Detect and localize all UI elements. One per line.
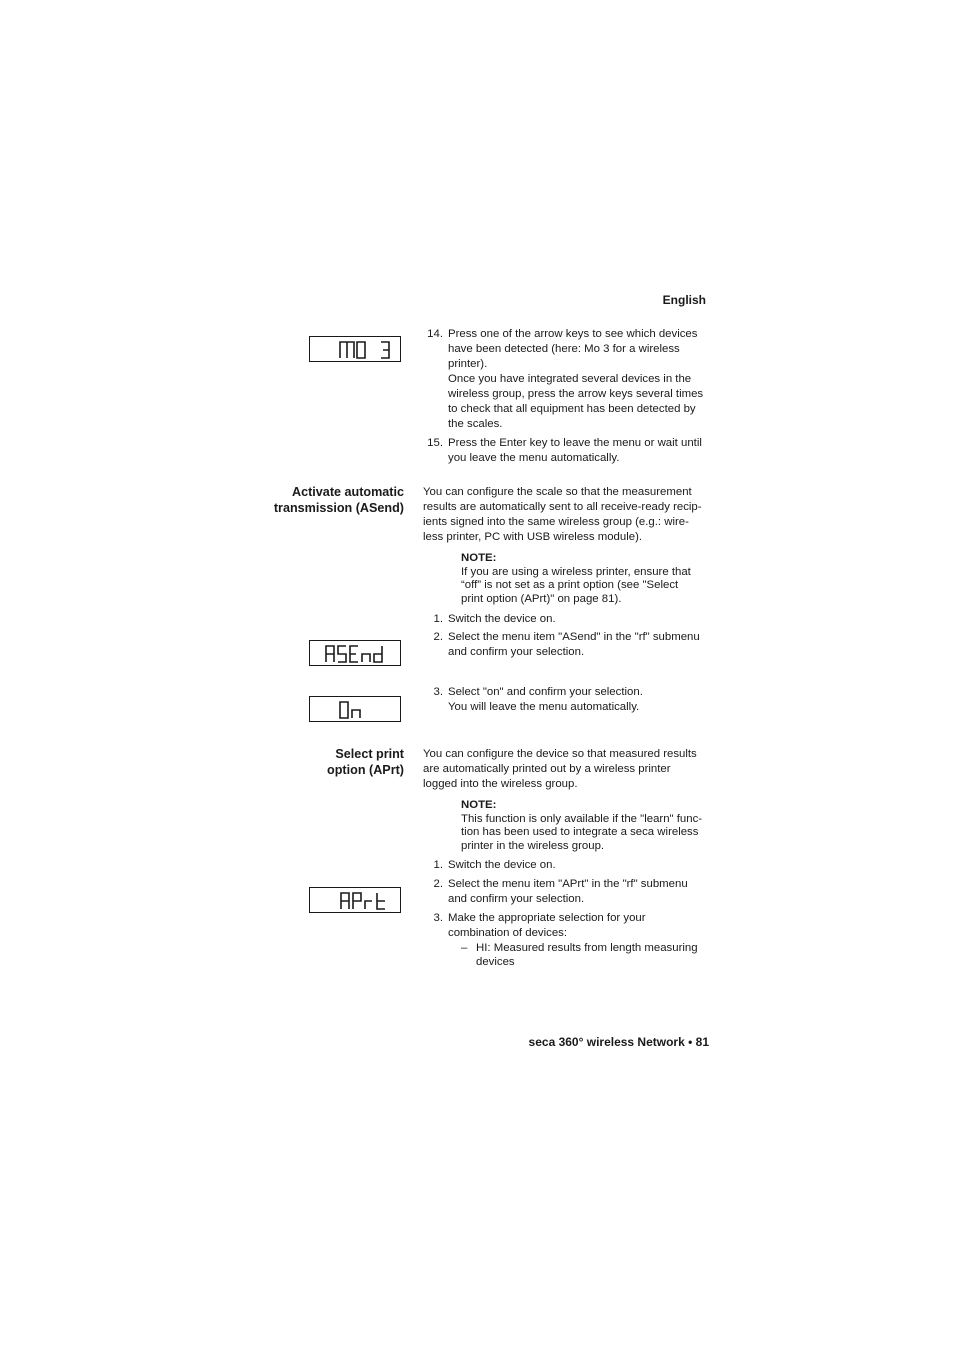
page-footer: seca 360° wireless Network • 81 [528,1035,709,1049]
step-line: the scales. [448,418,503,430]
lcd-display-mo3 [309,336,401,362]
asend-step-1 [423,612,713,627]
step-number: 3. [433,686,443,698]
step-number: 2. [433,631,443,643]
aprt-step-1 [423,858,713,873]
aprt-step-2 [423,877,713,907]
step-number: 1. [433,613,443,625]
aprt-intro [423,747,713,792]
step-line: wireless group, press the arrow keys several times [448,388,704,400]
heading-line: option (APrt) [327,763,404,777]
lcd-glyphs-aprt [310,888,402,914]
step-text: Switch the device on. [448,613,556,625]
heading-line: Select print [335,747,404,761]
lcd-glyphs-on [310,697,402,723]
step-line: have been detected (here: Mo 3 for a wireless [448,343,680,355]
step-line: Select the menu item "APrt" in the "rf" submenu [448,878,688,890]
lcd-display-asend [309,640,401,666]
section-heading-aprt [224,746,404,778]
language-label: English [662,293,706,307]
step-line: Press the Enter key to leave the menu or wait until [448,437,702,449]
step-number: 15. [427,437,443,449]
intro-line: ients signed into the same wireless group (e.g.: wire- [423,516,689,528]
sub-line: HI: Measured results from length measuring [476,942,698,954]
step-line: combination of devices: [448,927,568,939]
note-line: This function is only available if the "learn" func- [461,812,703,825]
intro-line: less printer, PC with USB wireless module). [423,531,643,543]
aprt-sub-item-hi [461,942,711,969]
step-line: Select the menu item "ASend" in the "rf" submenu [448,631,700,643]
step-text: Switch the device on. [448,859,556,871]
step-line: and confirm your selection. [448,893,585,905]
sub-line: devices [476,955,515,968]
intro-line: logged into the wireless group. [423,778,578,790]
note-line: printer in the wireless group. [461,839,605,852]
lcd-glyphs-asend [310,641,402,667]
asend-step-2 [423,630,713,660]
lcd-display-aprt [309,887,401,913]
dash-bullet: – [461,942,468,954]
heading-line: transmission (ASend) [273,501,404,515]
step-15 [423,436,713,466]
intro-line: are automatically printed out by a wireless printer [423,763,671,775]
note-line: If you are using a wireless printer, ensure that [461,565,691,578]
step-line: Make the appropriate selection for your [448,912,646,924]
intro-line: results are automatically sent to all receive-ready recip- [423,501,702,513]
note-title: NOTE: [461,799,497,811]
step-number: 3. [433,912,443,924]
step-line: Press one of the arrow keys to see which devices [448,328,698,340]
intro-line: You can configure the scale so that the measurement [423,486,692,498]
step-line: to check that all equipment has been detected by [448,403,696,415]
step-line: Once you have integrated several devices in the [448,373,692,385]
note-line: “off” is not set as a print option (see "Select [461,579,679,592]
asend-note [461,552,713,606]
note-line: print option (APrt)" on page 81). [461,592,622,605]
note-title: NOTE: [461,552,497,564]
aprt-step-3 [423,911,713,941]
step-number: 14. [427,328,443,340]
section-heading-asend [224,484,404,516]
step-line: you leave the menu automatically. [448,452,620,464]
step-line: and confirm your selection. [448,646,585,658]
aprt-note [461,799,713,853]
step-line: Select "on" and confirm your selection. [448,686,643,698]
step-number: 2. [433,878,443,890]
step-line: printer). [448,358,488,370]
lcd-display-on [309,696,401,722]
heading-line: Activate automatic [292,485,404,499]
note-line: tion has been used to integrate a seca wireless [461,826,699,839]
step-14 [423,327,713,432]
step-line: You will leave the menu automatically. [448,701,640,713]
step-number: 1. [433,859,443,871]
intro-line: You can configure the device so that measured results [423,748,697,760]
asend-intro [423,485,713,545]
asend-step-3 [423,685,713,715]
lcd-glyphs-mo3 [310,337,402,363]
